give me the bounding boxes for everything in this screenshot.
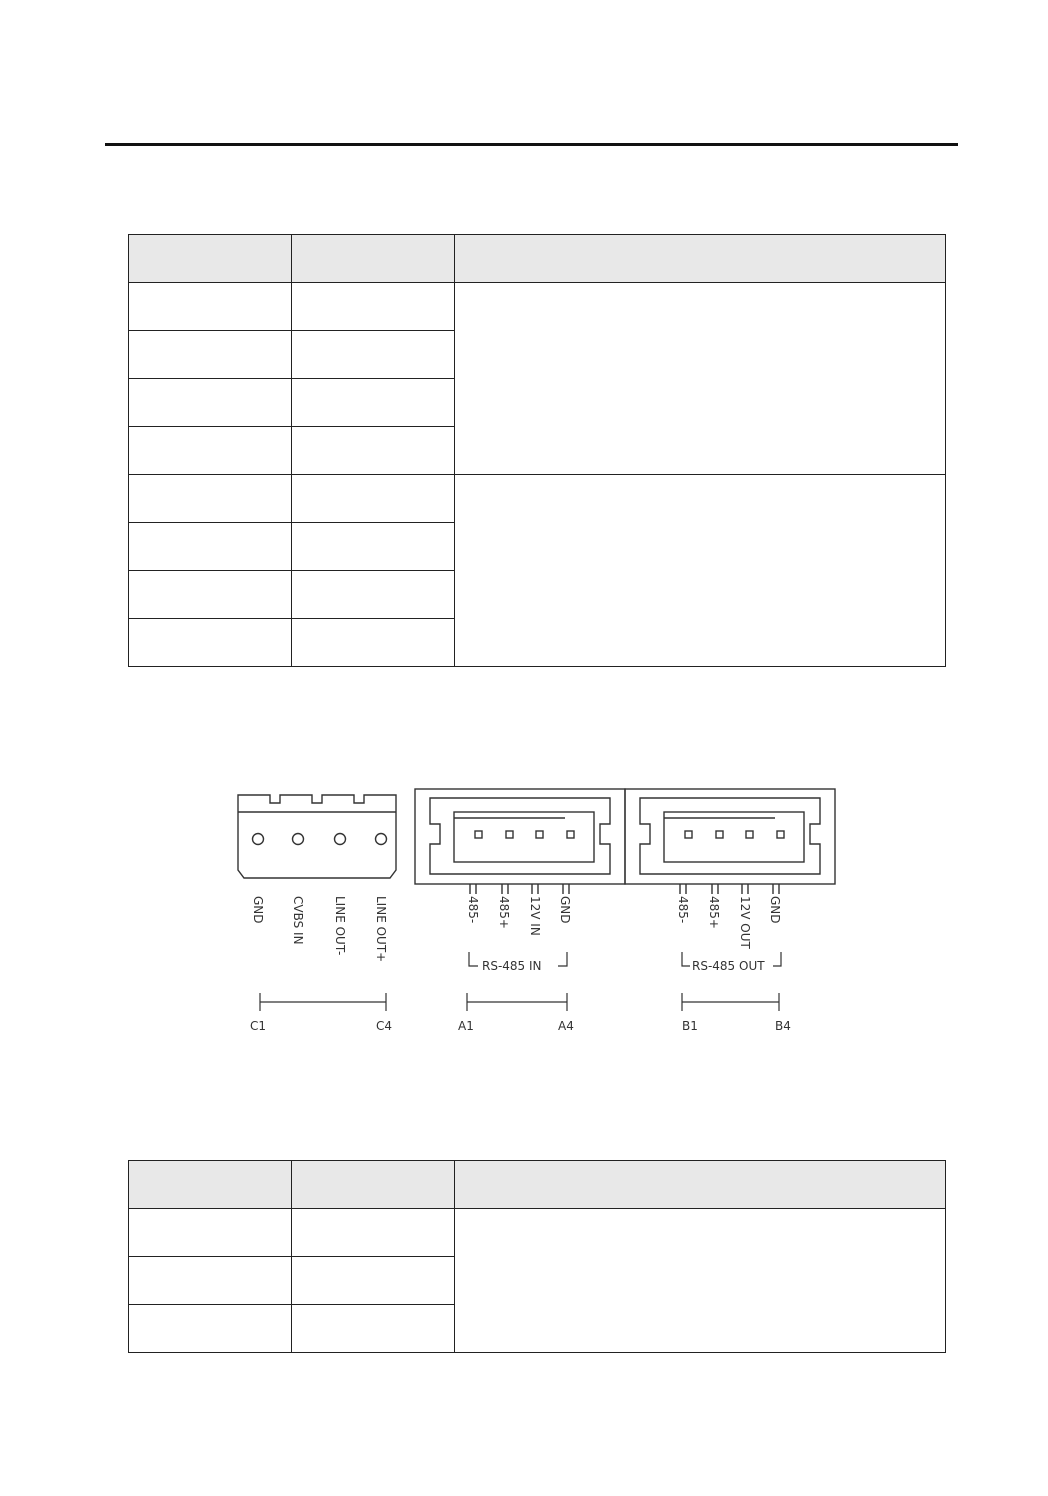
pin-label-b4: GND — [768, 896, 782, 924]
table-cell — [129, 523, 292, 571]
pin-label-b3: 12V OUT — [738, 896, 752, 949]
header-cell — [129, 1161, 292, 1209]
description-cell — [455, 283, 946, 475]
table-cell — [129, 1305, 292, 1353]
pin-label-b2: 485+ — [707, 896, 721, 929]
table-cell — [129, 571, 292, 619]
table-row — [129, 475, 946, 523]
c-connector — [238, 795, 396, 878]
table-cell — [292, 523, 455, 571]
table-row — [129, 1209, 946, 1257]
range-line-b — [682, 993, 779, 1011]
pin-label-a3: 12V IN — [528, 896, 542, 936]
table-cell — [292, 1257, 455, 1305]
header-cell — [292, 235, 455, 283]
range-label-c4: C4 — [376, 1019, 393, 1033]
table-cell — [292, 283, 455, 331]
table-cell — [129, 1209, 292, 1257]
pin-label-b1: 485- — [676, 896, 690, 924]
pin-label-a2: 485+ — [497, 896, 511, 929]
table-cell — [129, 283, 292, 331]
header-cell — [129, 235, 292, 283]
range-label-b4: B4 — [775, 1019, 791, 1033]
description-cell — [455, 475, 946, 667]
table-cell — [292, 571, 455, 619]
pin-label-c1: GND — [251, 896, 265, 924]
description-cell — [455, 1209, 946, 1353]
header-cell — [455, 1161, 946, 1209]
header-cell — [292, 1161, 455, 1209]
connector-diagram — [230, 782, 850, 1047]
range-line-a — [467, 993, 567, 1011]
range-label-a4: A4 — [558, 1019, 574, 1033]
group-label-rs485-in: RS-485 IN — [482, 959, 542, 973]
range-line-c — [260, 993, 386, 1011]
range-label-b1: B1 — [682, 1019, 698, 1033]
table-cell — [129, 619, 292, 667]
table-row — [129, 283, 946, 331]
table-cell — [292, 427, 455, 475]
table-cell — [292, 331, 455, 379]
range-label-a1: A1 — [458, 1019, 474, 1033]
table-cell — [129, 1257, 292, 1305]
table-cell — [129, 379, 292, 427]
b-connector — [625, 789, 835, 894]
table-cell — [292, 1305, 455, 1353]
table-header-row — [129, 1161, 946, 1209]
table-cell — [292, 475, 455, 523]
group-label-rs485-out: RS-485 OUT — [692, 959, 765, 973]
pin-label-c4: LINE OUT+ — [374, 896, 388, 963]
pin-table-1 — [128, 234, 946, 667]
table-cell — [129, 475, 292, 523]
pin-table-2 — [128, 1160, 946, 1353]
range-label-c1: C1 — [250, 1019, 267, 1033]
pin-label-c3: LINE OUT- — [333, 896, 347, 956]
header-rule — [105, 143, 958, 146]
table-cell — [292, 619, 455, 667]
pin-label-a4: GND — [558, 896, 572, 924]
table-cell — [129, 427, 292, 475]
table-cell — [129, 331, 292, 379]
header-cell — [455, 235, 946, 283]
pin-label-c2: CVBS IN — [291, 896, 305, 945]
pin-label-a1: 485- — [466, 896, 480, 924]
table-cell — [292, 1209, 455, 1257]
table-cell — [292, 379, 455, 427]
table-header-row — [129, 235, 946, 283]
a-connector — [415, 789, 625, 894]
